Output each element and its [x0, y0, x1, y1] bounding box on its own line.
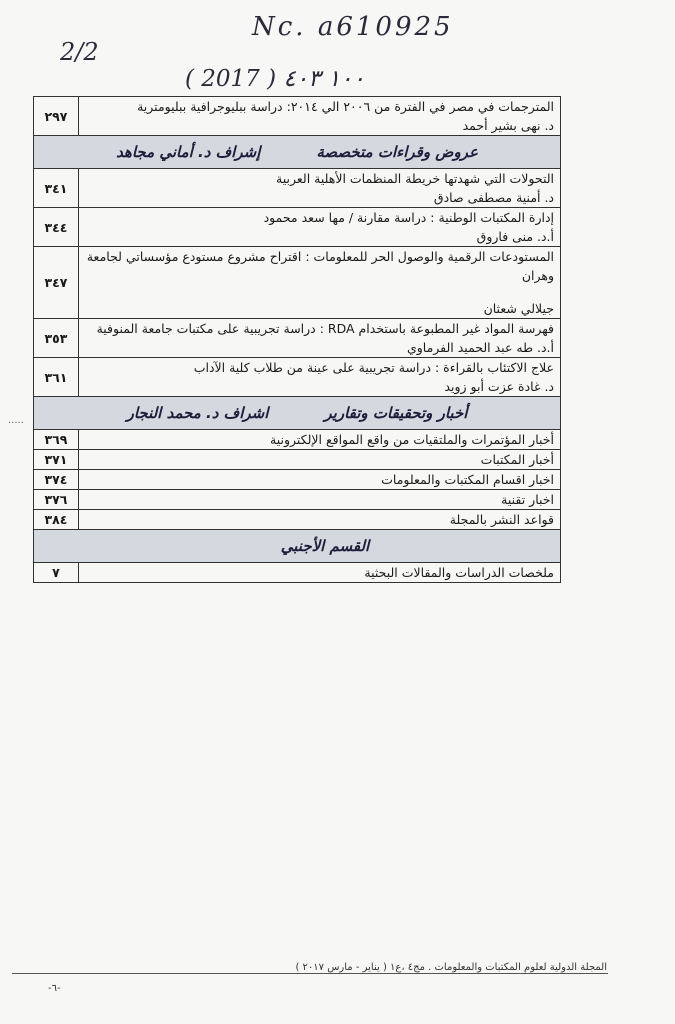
handwritten-page-number: 2/2	[60, 38, 99, 66]
entry-cell	[79, 450, 561, 470]
entry-page-number: ٣٦١	[34, 358, 79, 397]
toc-entry	[34, 430, 561, 450]
toc-entry	[34, 563, 561, 583]
entry-title: المترجمات في مصر في الفترة من ٢٠٠٦ الي ٢٠١٤: دراسة ببليوجرافية ببليومترية	[137, 99, 554, 114]
entry-author: أ.د. طه عبد الحميد الفرماوي	[406, 340, 554, 355]
footer-page-number: -٦-	[48, 983, 61, 994]
entry-author: د. نهى بشير أحمد	[462, 118, 554, 133]
entry-page-number: ٣٧٤	[34, 470, 79, 490]
toc-entry	[34, 450, 561, 470]
section-header	[34, 530, 561, 563]
handwritten-date: ( 2017 ) ١٠٠ ٤٠٣	[185, 66, 365, 92]
entry-cell	[79, 563, 561, 583]
entry-cell	[79, 247, 561, 319]
footer-journal: المجلة الدولية لعلوم المكتبات والمعلومات . مج٤ ،ع١ ( يناير - مارس ٢٠١٧ )	[295, 962, 607, 973]
section-title: القسم الأجنبي	[280, 536, 370, 555]
entry-title: اخبار تقنية	[501, 492, 554, 507]
handwritten-reference: Nc. a610925	[252, 12, 454, 42]
toc-entry	[34, 208, 561, 247]
section-supervisor: اشراف د. محمد النجار	[126, 403, 269, 422]
entry-cell	[79, 319, 561, 358]
entry-author: د. أمنية مصطفى صادق	[433, 190, 554, 205]
toc-entry	[34, 97, 561, 136]
section-title: أخبار وتحقيقات وتقارير	[324, 403, 468, 422]
toc-entry	[34, 169, 561, 208]
entry-page-number: ٣٨٤	[34, 510, 79, 530]
margin-mark: ·····	[8, 418, 24, 429]
entry-title: فهرسة المواد غير المطبوعة باستخدام RDA : دراسة تجريبية على مكتبات جامعة المنوفية	[96, 321, 554, 336]
entry-page-number: ٣٥٣	[34, 319, 79, 358]
entry-author: د. غادة عزت أبو زويد	[444, 379, 554, 394]
entry-page-number: ٣٦٩	[34, 430, 79, 450]
entry-title: أخبار المؤتمرات والملتقيات من واقع المواقع الإلكترونية	[270, 432, 554, 447]
toc-entry	[34, 358, 561, 397]
toc-entry	[34, 247, 561, 319]
entry-cell	[79, 358, 561, 397]
section-supervisor: إشراف د. أماني مجاهد	[116, 142, 261, 161]
entry-page-number: ٣٤٧	[34, 247, 79, 319]
entry-page-number: ٣٤١	[34, 169, 79, 208]
footer-divider	[12, 973, 608, 974]
entry-title: المستودعات الرقمية والوصول الحر للمعلومات : اقتراح مشروع مستودع مؤسساتي لجامعة وهران	[86, 249, 554, 283]
table-of-contents	[33, 96, 561, 583]
toc-entry	[34, 319, 561, 358]
entry-page-number: ٧	[34, 563, 79, 583]
entry-page-number: ٣٧١	[34, 450, 79, 470]
section-title: عروض وقراءات متخصصة	[316, 142, 478, 161]
entry-title: اخبار اقسام المكتبات والمعلومات	[381, 472, 554, 487]
entry-author: أ.د. منى فاروق	[476, 229, 554, 244]
entry-cell	[79, 470, 561, 490]
entry-cell	[79, 97, 561, 136]
toc-entry	[34, 510, 561, 530]
entry-cell	[79, 490, 561, 510]
toc-entry	[34, 470, 561, 490]
section-header	[34, 136, 561, 169]
entry-title: التحولات التي شهدتها خريطة المنظمات الأهلية العربية	[276, 171, 554, 186]
entry-title: إدارة المكتبات الوطنية : دراسة مقارنة / مها سعد محمود	[263, 210, 554, 225]
entry-page-number: ٣٧٦	[34, 490, 79, 510]
entry-page-number: ٢٩٧	[34, 97, 79, 136]
entry-cell	[79, 169, 561, 208]
entry-cell	[79, 430, 561, 450]
entry-page-number: ٣٤٤	[34, 208, 79, 247]
entry-author: جيلالي شعثان	[483, 301, 554, 316]
entry-title: ملخصات الدراسات والمقالات البحثية	[364, 565, 554, 580]
toc-entry	[34, 490, 561, 510]
entry-cell	[79, 208, 561, 247]
entry-title: قواعد النشر بالمجلة	[449, 512, 554, 527]
entry-title: علاج الاكتئاب بالقراءة : دراسة تجريبية على عينة من طلاب كلية الآداب	[193, 360, 554, 375]
section-header	[34, 397, 561, 430]
entry-cell	[79, 510, 561, 530]
entry-title: أخبار المكتبات	[480, 452, 554, 467]
